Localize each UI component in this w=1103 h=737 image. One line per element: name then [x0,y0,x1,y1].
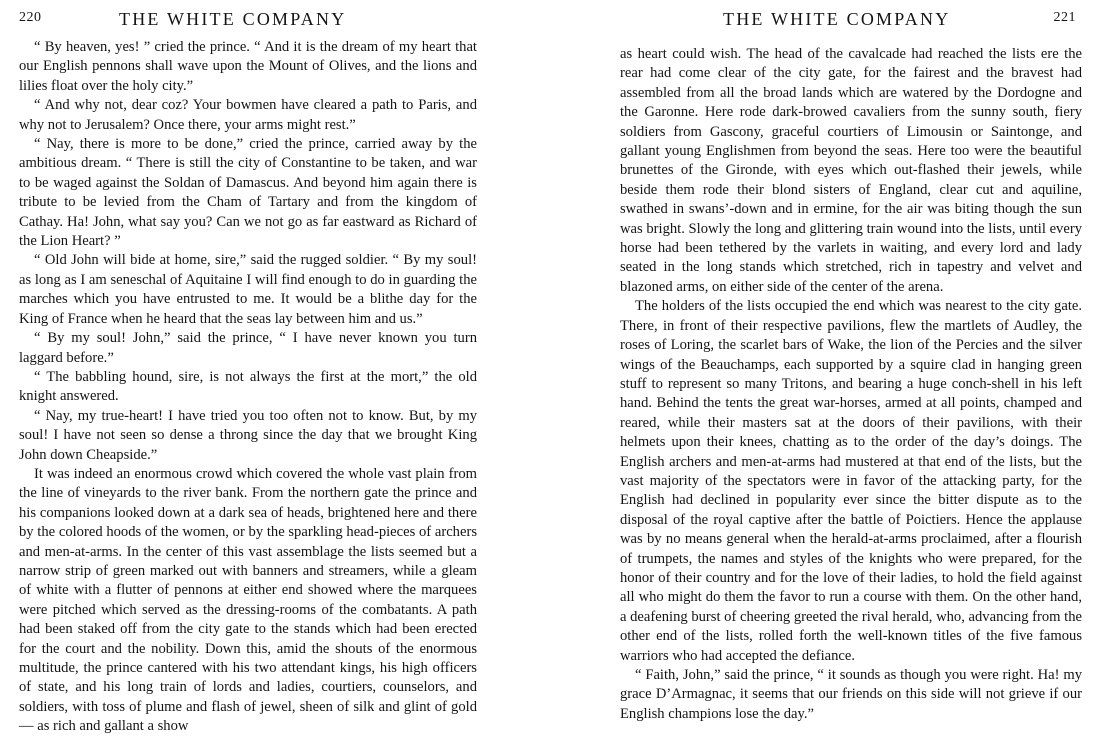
paragraph: It was indeed an enormous crowd which covered the whole vast plain from the line of vineyards to the river bank. From the northern gate the prince and his companions looked down at a dark sea of heads, brightened here and there by the colored hoods of the women, or by the sparkling head-pieces of archers and men-at-arms. In the center of this vast assemblage the lists seemed but a narrow strip of green marked out with banners and streamers, while a gleam of white with a flutter of pennons at either end showed where the marquees were pitched which served as the dressing-rooms of the combatants. A path had been staked off from the city gate to the stands which had been erected for the court and the nobility. Down this, amid the shouts of the enormous multitude, the prince cantered with his two attendant kings, his high officers of state, and his long train of lords and ladies, courtiers, counselors, and soldiers, with toss of plume and flash of jewel, sheen of silk and glint of gold — as rich and gallant a show [19,465,477,735]
paragraph: “ Old John will bide at home, sire,” said the rugged soldier. “ By my soul! as long as I am seneschal of Aquitaine I will find enough to do in guarding the marches which you have entrusted to me. It would be a blithe day for the King of France when he heard that the seas lay between him and us.” [19,252,477,327]
right-page-number: 221 [1053,10,1076,25]
right-page [620,0,1082,724]
right-page-header [620,0,1082,38]
paragraph: “ Faith, John,” said the prince, “ it sounds as though you were right. Ha! my grace D’Armagnac, it seems that our friends on this side will not grieve if our English champions lose the day.” [620,667,1082,722]
paragraph: “ Nay, there is more to be done,” cried the prince, carried away by the ambitious dream. “ There is still the city of Constantine to be taken, and war to be waged against the Soldan of Damascus. And beyond him again there is tribute to be levied from the Cham of Tartary and from the kingdom of Cathay. Ha! John, what say you? Can we not go as far eastward as Richard of the Lion Heart? ” [19,136,477,250]
paragraph: “ Nay, my true-heart! I have tried you too often not to know. But, by my soul! I have not seen so dense a throng since the day that we brought King John down Cheapside.” [19,407,477,463]
paragraph: “ By my soul! John,” said the prince, “ I have never known you turn laggard before.” [19,330,477,366]
left-running-head: THE WHITE COMPANY [119,9,347,29]
paragraph: The holders of the lists occupied the end which was nearest to the city gate. There, in front of their respective pavilions, flew the martlets of Audley, the roses of Loring, the scarlet bars of Wake, the lion of the Percies and the silver wings of the Beauchamps, each supported by a squire clad in hanging green stuff to represent so many Tritons, and bearing a huge conch-shell in his left hand. Behind the tents the great war-horses, armed at all points, champed and reared, while their masters sat at the doors of their pavilions, with their helmets upon their knees, chatting as to the order of the day’s doings. The English archers and men-at-arms had mustered at that end of the lists, but the vast majority of the spectators were in favor of the attacking party, for the English had declined in popularity ever since the bitter dispute as to the disposal of the royal captive after the battle of Poictiers. Hence the applause was by no means general when the herald-at-arms proclaimed, after a flourish of trumpets, the names and styles of the knights who were prepared, for the honor of their country and for the love of their ladies, to hold the field against all who might do them the favor to run a course with them. On the other hand, a deafening burst of cheering greeted the rival herald, who, advancing from the other end of the lists, rolled forth the well-known titles of the five famous warriors who had accepted the defiance. [620,298,1082,664]
paragraph: “ The babbling hound, sire, is not always the first at the mort,” the old knight answered. [19,368,477,405]
paragraph: “ And why not, dear coz? Your bowmen have cleared a path to Paris, and why not to Jerusalem? Once there, your arms might rest.” [19,97,477,133]
paragraph: “ By heaven, yes! ” cried the prince. “ And it is the dream of my heart that our English pennons shall wave upon the Mount of Olives, and the lions and lilies float over the holy city.” [19,39,477,94]
left-page-body [19,38,477,737]
left-page [19,0,477,737]
right-running-head: THE WHITE COMPANY [723,9,951,29]
left-page-number: 220 [19,10,42,25]
left-page-header [19,0,477,38]
right-page-body [620,45,1082,724]
continued-paragraph: as heart could wish. The head of the cavalcade had reached the lists ere the rear had come clear of the city gate, for the fairest and the bravest had assembled from all the broad lands which are watered by the Dordogne and the Garonne. Here rode dark-browed cavaliers from the sunny south, fiery soldiers from Gascony, graceful courtiers of Limousin or Saintonge, and gallant young Englishmen from beyond the seas. Here too were the beautiful brunettes of the Gironde, with eyes which out-flashed their jewels, while beside them rode their blond sisters of England, clear cut and aquiline, swathed in swans’-down and in ermine, for the air was biting though the sun was bright. Slowly the long and glittering train wound into the lists, until every horse had been tethered by the varlets in waiting, and every lord and lady seated in the long stands which stretched, rich in tapestry and velvet and blazoned arms, on either side of the center of the arena. [620,46,1082,295]
